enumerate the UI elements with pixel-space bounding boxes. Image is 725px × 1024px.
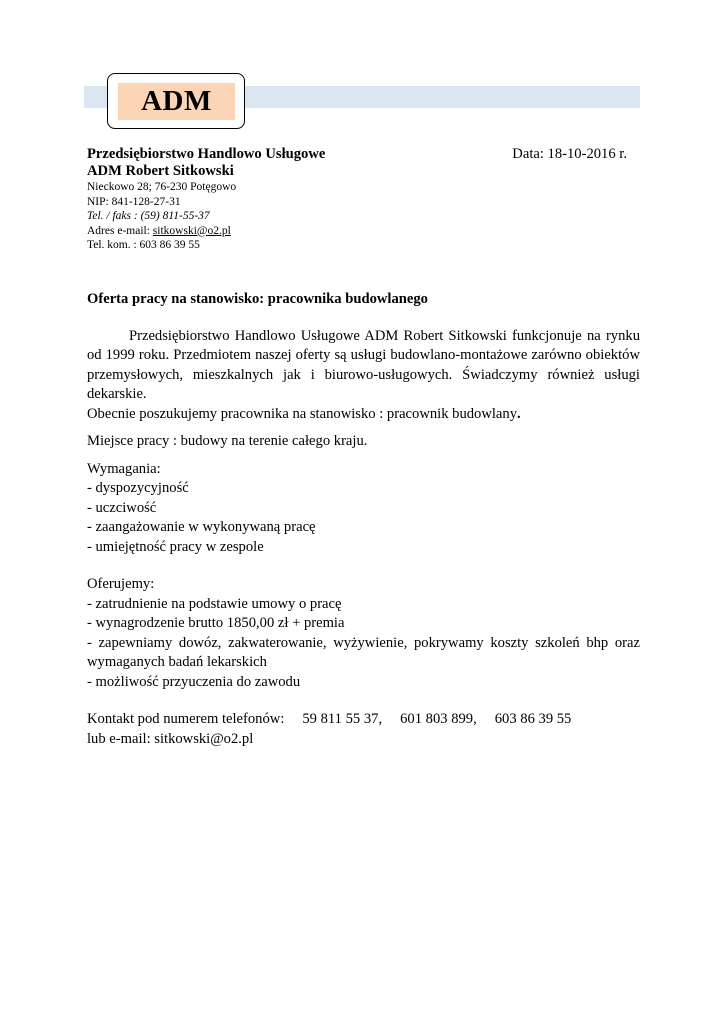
offer-body — [87, 290, 640, 749]
requirements-heading: Wymagania: — [87, 460, 161, 477]
requirement-item: - dyspozycyjność — [87, 480, 189, 496]
email-link[interactable]: sitkowski@o2.pl — [152, 224, 231, 237]
workplace-line: Miejsce pracy : budowy na terenie całego kraju. — [87, 433, 368, 449]
offer-item: - możliwość przyuczenia do zawodu — [87, 673, 301, 690]
logo-text: ADM — [118, 83, 235, 120]
offers-heading: Oferujemy: — [87, 576, 155, 592]
requirement-item: - umiejętność pracy w zespole — [87, 538, 264, 555]
company-address: Nieckowo 28; 76-230 Potęgowo — [87, 181, 237, 193]
phone-number: 603 86 39 55 — [494, 711, 572, 727]
company-owner: ADM Robert Sitkowski — [87, 163, 234, 179]
company-tel-fax: Tel. / faks : (59) 811-55-37 — [87, 210, 210, 222]
requirement-item: - uczciwość — [87, 499, 157, 516]
company-nip: NIP: 841-128-27-31 — [87, 195, 181, 208]
contact-email: lub e-mail: sitkowski@o2.pl — [87, 730, 254, 747]
letterhead — [87, 146, 627, 253]
offer-item: - zapewniamy dowóz, zakwaterowanie, wyżywienie, pokrywamy koszty szkoleń bhp oraz wymaganych badań lekarskich — [87, 634, 640, 670]
offer-item: - zatrudnienie na podstawie umowy o pracę — [87, 595, 342, 612]
phone-number: 59 811 55 37, — [302, 711, 383, 727]
email-label: Adres e-mail: — [87, 224, 153, 237]
position-dot: . — [517, 405, 521, 422]
company-mobile: Tel. kom. : 603 86 39 55 — [87, 239, 200, 251]
position-text: Obecnie poszukujemy pracownika na stanowisko : pracownik budowlany — [87, 405, 518, 422]
contact-label: Kontakt pod numerem telefonów: — [87, 711, 285, 727]
requirement-item: - zaangażowanie w wykonywaną pracę — [87, 519, 316, 535]
company-email-line — [87, 224, 627, 239]
company-name: Przedsiębiorstwo Handlowo Usługowe — [87, 146, 326, 162]
position-line — [87, 405, 640, 425]
letterhead-top-row — [87, 146, 627, 163]
contact-phones — [87, 710, 640, 730]
phone-number: 601 803 899, — [400, 711, 477, 727]
offer-item: - wynagrodzenie brutto 1850,00 zł + premia — [87, 615, 345, 631]
company-logo — [107, 73, 245, 129]
document-date: Data: 18-10-2016 r. — [512, 146, 627, 162]
intro-paragraph: Przedsiębiorstwo Handlowo Usługowe ADM Robert Sitkowski funkcjonuje na rynku od 1999 roku. Przedmiotem naszej oferty są usługi budowlano-montażowe zarówno obiektów przemysłowych, mieszkalnych jak i biurowo-usługowych. Świadczymy również usługi dekarskie. — [87, 327, 640, 402]
offer-title: Oferta pracy na stanowisko: pracownika budowlanego — [87, 291, 428, 307]
